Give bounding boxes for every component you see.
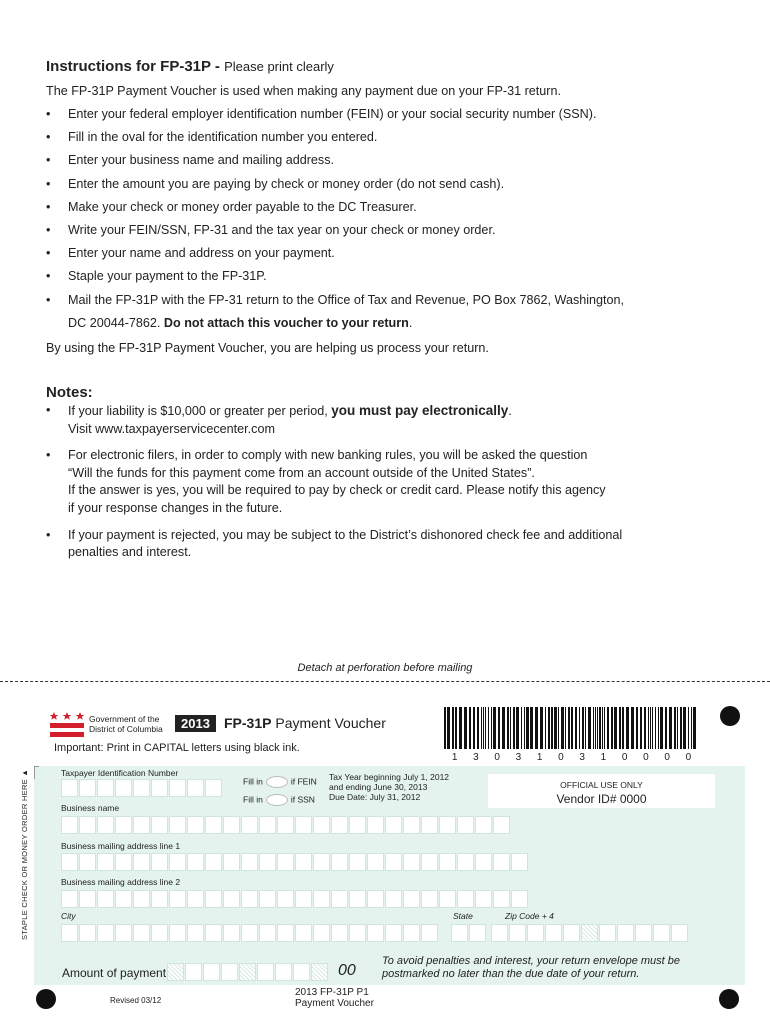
zip-input[interactable] [491, 924, 689, 942]
barcode-bar [683, 707, 686, 749]
char-box[interactable] [457, 890, 474, 908]
list-item: • Enter the amount you are paying by check or money order (do not send cash). [46, 176, 505, 191]
vendor-id: Vendor ID# 0000 [556, 792, 647, 806]
barcode-bar [513, 707, 515, 749]
barcode-digit: 3 [473, 752, 479, 763]
address2-input[interactable] [61, 890, 529, 908]
char-box[interactable] [151, 890, 168, 908]
char-box[interactable] [293, 963, 310, 981]
char-box[interactable] [527, 924, 544, 942]
barcode-bar [551, 707, 553, 749]
barcode-digit: 3 [579, 752, 585, 763]
barcode-bar [688, 707, 689, 749]
char-box[interactable] [241, 853, 258, 871]
char-box[interactable] [187, 853, 204, 871]
barcode-digit: 1 [600, 752, 607, 763]
char-box[interactable] [61, 853, 78, 871]
char-box[interactable] [313, 890, 330, 908]
barcode-bar [652, 707, 653, 749]
barcode-bar [483, 707, 484, 749]
char-box[interactable] [239, 963, 256, 981]
char-box[interactable] [493, 853, 510, 871]
char-box[interactable] [223, 924, 240, 942]
barcode-bar [614, 707, 617, 749]
char-box[interactable] [185, 963, 202, 981]
barcode-bar [631, 707, 634, 749]
char-box[interactable] [367, 816, 384, 834]
char-box[interactable] [509, 924, 526, 942]
barcode [444, 707, 699, 749]
ssn-option: Fill in if SSN [243, 794, 315, 805]
char-box[interactable] [223, 890, 240, 908]
char-box[interactable] [331, 890, 348, 908]
barcode-bar [485, 707, 486, 749]
char-box[interactable] [79, 779, 96, 797]
list-item: • Enter your federal employer identification number (FEIN) or your social security number (SSN). [46, 107, 597, 121]
char-box[interactable] [151, 779, 168, 797]
official-use-label: OFFICIAL USE ONLY [560, 780, 643, 790]
char-box[interactable] [491, 924, 508, 942]
char-box[interactable] [79, 890, 96, 908]
barcode-bar [680, 707, 682, 749]
char-box[interactable] [133, 779, 150, 797]
barcode-digit: 0 [664, 752, 670, 763]
barcode-bar [650, 707, 651, 749]
char-box[interactable] [79, 816, 96, 834]
barcode-bar [558, 707, 559, 749]
char-box[interactable] [451, 924, 468, 942]
government-label: Government of the District of Columbia [89, 714, 163, 734]
char-box[interactable] [311, 963, 328, 981]
char-box[interactable] [241, 890, 258, 908]
tin-label: Taxpayer Identification Number [61, 768, 179, 778]
barcode-bar [575, 707, 577, 749]
barcode-bar [568, 707, 570, 749]
char-box[interactable] [295, 924, 312, 942]
char-box[interactable] [79, 924, 96, 942]
char-box[interactable] [241, 924, 258, 942]
char-box[interactable] [97, 779, 114, 797]
barcode-digit: 0 [643, 752, 649, 763]
barcode-bar [669, 707, 672, 749]
char-box[interactable] [563, 924, 580, 942]
char-box[interactable] [367, 924, 384, 942]
barcode-bar [464, 707, 467, 749]
list-item: • For electronic filers, in order to comply with new banking rules, you will be asked the question “Will the funds for this payment come from an account outside of the United States”. If the answer is yes, you will be required to pay by check or credit card. Please notify this agency if your response changes in the future. [46, 448, 606, 515]
barcode-bar [648, 707, 649, 749]
form-footer: 2013 FP-31P P1 Payment Voucher [295, 987, 374, 1009]
char-box[interactable] [97, 853, 114, 871]
char-box[interactable] [61, 890, 78, 908]
barcode-bar [493, 707, 496, 749]
char-box[interactable] [331, 816, 348, 834]
fein-oval[interactable] [266, 776, 288, 788]
barcode-bar [491, 707, 492, 749]
char-box[interactable] [133, 853, 150, 871]
important-note: Important: Print in CAPITAL letters using black ink. [54, 742, 300, 754]
char-box[interactable] [439, 816, 456, 834]
business-name-label: Business name [61, 803, 120, 813]
instructions-intro: The FP-31P Payment Voucher is used when making any payment due on your FP-31 return. [46, 84, 561, 98]
barcode-bar [640, 707, 642, 749]
barcode-digit: 0 [621, 752, 628, 763]
address1-input[interactable] [61, 853, 529, 871]
char-box[interactable] [187, 779, 204, 797]
char-box[interactable] [169, 924, 186, 942]
fein-option: Fill in if FEIN [243, 776, 317, 787]
barcode-bar [561, 707, 564, 749]
char-box[interactable] [259, 853, 276, 871]
list-item: • Write your FEIN/SSN, FP-31 and the tax year on your check or money order. [46, 223, 496, 238]
char-box[interactable] [367, 853, 384, 871]
revision-date: Revised 03/12 [110, 996, 162, 1005]
barcode-bar [602, 707, 603, 749]
address1-label: Business mailing address line 1 [61, 841, 181, 851]
char-box[interactable] [671, 924, 688, 942]
char-box[interactable] [349, 890, 366, 908]
official-use-box [488, 774, 715, 808]
barcode-bar [530, 707, 533, 749]
barcode-bar [516, 707, 519, 749]
barcode-digit: 1 [451, 752, 458, 763]
barcode-bar [655, 707, 656, 749]
barcode-bar [622, 707, 624, 749]
char-box[interactable] [439, 853, 456, 871]
notes-title: Notes: [46, 384, 93, 401]
barcode-bar [481, 707, 482, 749]
char-box[interactable] [385, 890, 402, 908]
char-box[interactable] [223, 853, 240, 871]
form-title: FP-31P Payment Voucher [224, 715, 386, 731]
char-box[interactable] [203, 963, 220, 981]
char-box[interactable] [421, 924, 438, 942]
char-box[interactable] [169, 779, 186, 797]
char-box[interactable] [277, 816, 294, 834]
char-box[interactable] [169, 890, 186, 908]
char-box[interactable] [457, 853, 474, 871]
barcode-bar [545, 707, 546, 749]
state-input[interactable] [451, 924, 487, 942]
instructions-subtitle: Please print clearly [224, 59, 334, 74]
detach-note: Detach at perforation before mailing [297, 662, 473, 674]
char-box[interactable] [205, 890, 222, 908]
char-box[interactable] [61, 779, 78, 797]
tin-input[interactable] [61, 779, 223, 797]
barcode-bar [595, 707, 596, 749]
barcode-bar [477, 707, 479, 749]
barcode-bar [626, 707, 629, 749]
city-input[interactable] [61, 924, 439, 942]
barcode-bar [611, 707, 613, 749]
barcode-bar [548, 707, 550, 749]
barcode-bar [521, 707, 522, 749]
char-box[interactable] [385, 924, 402, 942]
barcode-bar [507, 707, 509, 749]
dc-flag-icon [50, 711, 84, 739]
char-box[interactable] [61, 816, 78, 834]
char-box[interactable] [115, 853, 132, 871]
barcode-bar [588, 707, 591, 749]
barcode-bar [644, 707, 646, 749]
char-box[interactable] [97, 816, 114, 834]
char-box[interactable] [403, 816, 420, 834]
char-box[interactable] [403, 924, 420, 942]
char-box[interactable] [151, 816, 168, 834]
barcode-bar [693, 707, 696, 749]
list-item: • Enter your name and address on your payment. [46, 246, 335, 261]
char-box[interactable] [421, 853, 438, 871]
barcode-bar [565, 707, 566, 749]
char-box[interactable] [439, 890, 456, 908]
char-box[interactable] [313, 924, 330, 942]
char-box[interactable] [97, 924, 114, 942]
instructions-outro: By using the FP-31P Payment Voucher, you are helping us process your return. [46, 341, 489, 355]
char-box[interactable] [259, 816, 276, 834]
char-box[interactable] [349, 924, 366, 942]
barcode-bar [488, 707, 489, 749]
char-box[interactable] [187, 890, 204, 908]
char-box[interactable] [169, 853, 186, 871]
list-item: • Mail the FP-31P with the FP-31 return to the Office of Tax and Revenue, PO Box 7862, Washington, DC 20044-7862. Do not attach this voucher to your return. [46, 292, 625, 330]
amount-cents: 00 [338, 962, 356, 979]
staple-instruction: STAPLE CHECK OR MONEY ORDER HERE ▲ [20, 768, 29, 940]
char-box[interactable] [115, 816, 132, 834]
registration-dot [720, 706, 740, 726]
char-box[interactable] [475, 853, 492, 871]
amount-input[interactable] [167, 963, 329, 981]
barcode-bar [579, 707, 580, 749]
zip-label: Zip Code + 4 [505, 911, 554, 921]
char-box[interactable] [187, 816, 204, 834]
list-item: • If your liability is $10,000 or greater per period, you must pay electronically. Visit www.taxpayerservicecenter.com [46, 403, 512, 436]
instructions-list [46, 103, 746, 335]
barcode-bar [597, 707, 598, 749]
char-box[interactable] [331, 853, 348, 871]
barcode-bar [452, 707, 454, 749]
state-label: State [453, 911, 473, 921]
char-box[interactable] [205, 779, 222, 797]
barcode-bar [593, 707, 594, 749]
barcode-digit: 3 [515, 752, 522, 763]
char-box[interactable] [295, 816, 312, 834]
barcode-bar [571, 707, 573, 749]
char-box[interactable] [421, 816, 438, 834]
tax-year-badge: 2013 [175, 715, 216, 732]
char-box[interactable] [421, 890, 438, 908]
penalty-note: To avoid penalties and interest, your return envelope must be postmarked no later than the due date of your return. [382, 955, 680, 980]
barcode-digit: 0 [494, 752, 500, 763]
list-item: • Enter your business name and mailing address. [46, 153, 335, 168]
barcode-digit: 0 [685, 752, 692, 763]
char-box[interactable] [133, 890, 150, 908]
char-box[interactable] [79, 853, 96, 871]
barcode-bar [691, 707, 692, 749]
char-box[interactable] [385, 853, 402, 871]
char-box[interactable] [133, 816, 150, 834]
instructions-title: Instructions for FP-31P - Please print clearly [46, 58, 334, 75]
list-item: • Fill in the oval for the identification number you entered. [46, 130, 378, 145]
char-box[interactable] [635, 924, 652, 942]
char-box[interactable] [61, 924, 78, 942]
char-box[interactable] [241, 816, 258, 834]
char-box[interactable] [469, 924, 486, 942]
char-box[interactable] [511, 853, 528, 871]
list-item: • If your payment is rejected, you may be subject to the District’s dishonored check fee and additional penalties and interest. [46, 527, 623, 560]
char-box[interactable] [653, 924, 670, 942]
char-box[interactable] [259, 924, 276, 942]
notes-list [46, 402, 746, 571]
char-box[interactable] [313, 816, 330, 834]
char-box[interactable] [151, 924, 168, 942]
char-box[interactable] [259, 890, 276, 908]
char-box[interactable] [169, 816, 186, 834]
char-box[interactable] [205, 816, 222, 834]
char-box[interactable] [115, 779, 132, 797]
barcode-bar [554, 707, 557, 749]
barcode-number [444, 752, 699, 763]
char-box[interactable] [475, 890, 492, 908]
barcode-digit: 0 [558, 752, 564, 763]
barcode-bar [582, 707, 584, 749]
char-box[interactable] [187, 924, 204, 942]
char-box[interactable] [295, 853, 312, 871]
char-box[interactable] [617, 924, 634, 942]
char-box[interactable] [493, 816, 510, 834]
char-box[interactable] [403, 853, 420, 871]
char-box[interactable] [151, 853, 168, 871]
char-box[interactable] [115, 890, 132, 908]
barcode-bar [619, 707, 621, 749]
barcode-bar [665, 707, 667, 749]
list-item: • Make your check or money order payable to the DC Treasurer. [46, 199, 417, 214]
barcode-bar [498, 707, 500, 749]
char-box[interactable] [295, 890, 312, 908]
barcode-bar [444, 707, 446, 749]
perforation-line [0, 681, 770, 682]
char-box[interactable] [385, 816, 402, 834]
char-box[interactable] [349, 816, 366, 834]
barcode-bar [599, 707, 601, 749]
barcode-bar [524, 707, 525, 749]
barcode-digit: 1 [536, 752, 543, 763]
barcode-bar [677, 707, 678, 749]
char-box[interactable] [133, 924, 150, 942]
char-box[interactable] [205, 853, 222, 871]
char-box[interactable] [599, 924, 616, 942]
char-box[interactable] [313, 853, 330, 871]
char-box[interactable] [475, 816, 492, 834]
char-box[interactable] [277, 890, 294, 908]
barcode-bar [459, 707, 462, 749]
char-box[interactable] [493, 890, 510, 908]
char-box[interactable] [511, 890, 528, 908]
tax-year-info: Tax Year beginning July 1, 2012 and ending June 30, 2013 Due Date: July 31, 2012 [329, 772, 450, 802]
char-box[interactable] [457, 816, 474, 834]
char-box[interactable] [277, 924, 294, 942]
char-box[interactable] [349, 853, 366, 871]
business-name-input[interactable] [61, 816, 511, 834]
address2-label: Business mailing address line 2 [61, 877, 181, 887]
barcode-bar [607, 707, 609, 749]
char-box[interactable] [277, 853, 294, 871]
char-box[interactable] [367, 890, 384, 908]
barcode-bar [660, 707, 663, 749]
ssn-oval[interactable] [266, 794, 288, 806]
char-box[interactable] [257, 963, 274, 981]
amount-label: Amount of payment [62, 966, 167, 980]
barcode-bar [674, 707, 676, 749]
barcode-bar [447, 707, 450, 749]
barcode-bar [473, 707, 475, 749]
city-label: City [61, 911, 76, 921]
corner-mark [34, 766, 39, 779]
char-box[interactable] [331, 924, 348, 942]
barcode-bar [526, 707, 529, 749]
char-box[interactable] [115, 924, 132, 942]
char-box[interactable] [545, 924, 562, 942]
char-box[interactable] [403, 890, 420, 908]
barcode-bar [455, 707, 457, 749]
barcode-bar [535, 707, 538, 749]
char-box[interactable] [275, 963, 292, 981]
registration-dot [719, 989, 739, 1009]
char-box[interactable] [581, 924, 598, 942]
char-box[interactable] [205, 924, 222, 942]
barcode-bar [540, 707, 543, 749]
barcode-bar [604, 707, 605, 749]
list-item: • Staple your payment to the FP-31P. [46, 269, 267, 284]
registration-dot [36, 989, 56, 1009]
barcode-bar [636, 707, 638, 749]
char-box[interactable] [97, 890, 114, 908]
barcode-bar [658, 707, 659, 749]
char-box[interactable] [167, 963, 184, 981]
char-box[interactable] [223, 816, 240, 834]
barcode-bar [510, 707, 511, 749]
char-box[interactable] [221, 963, 238, 981]
barcode-bar [585, 707, 586, 749]
barcode-bar [469, 707, 471, 749]
barcode-bar [502, 707, 505, 749]
